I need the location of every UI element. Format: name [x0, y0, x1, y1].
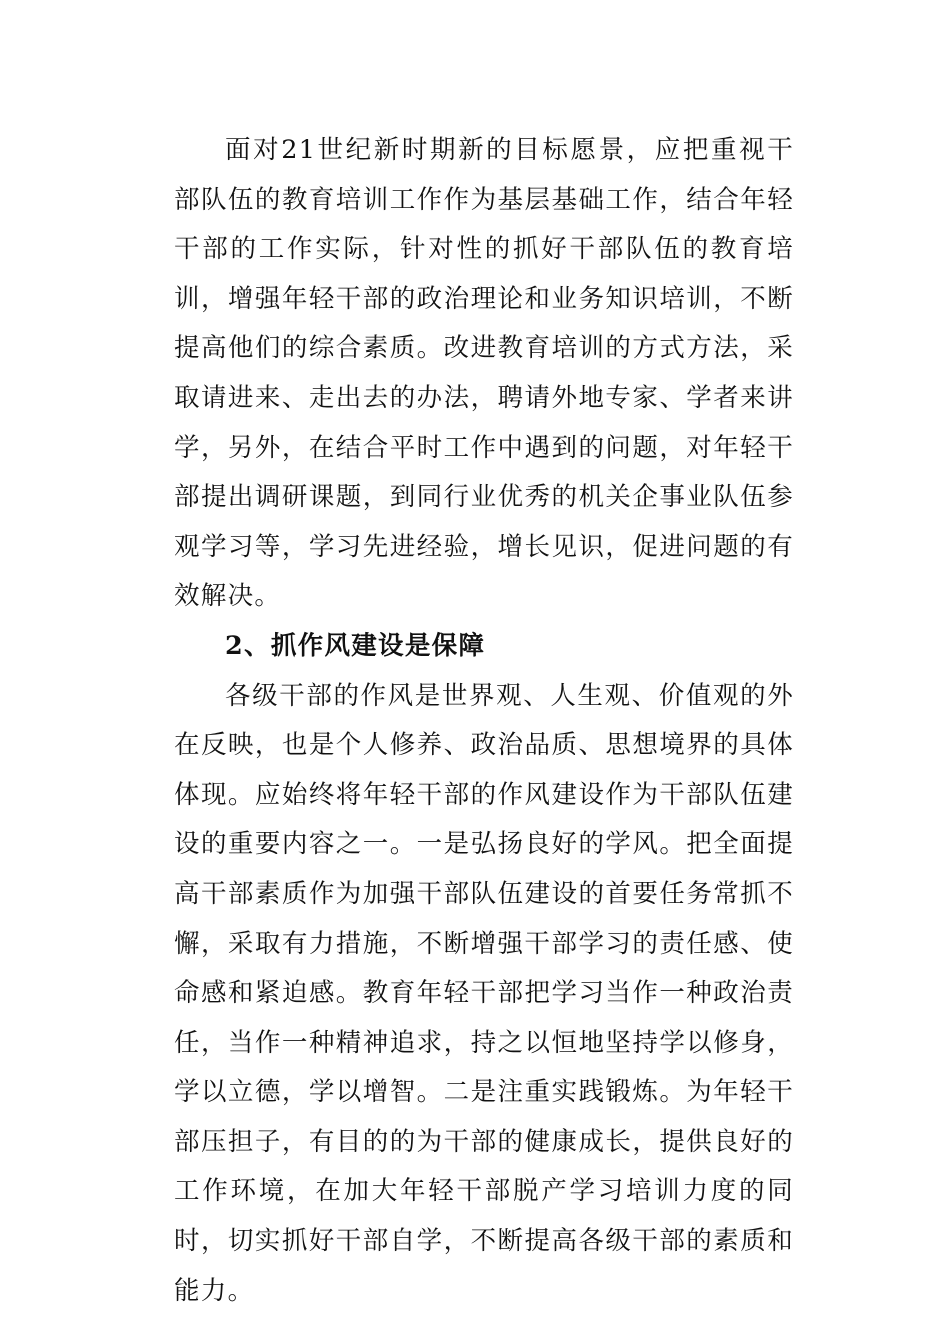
paragraph-training: 面对21世纪新时期新的目标愿景，应把重视干部队伍的教育培训工作作为基层基础工作，结合年轻干部的工作实际，针对性的抓好干部队伍的教育培训，增强年轻干部的政治理论和业务知识培训，不断提高他们的综合素质。改进教育培训的方式方法，采取请进来、走出去的办法，聘请外地专家、学者来讲学，另外，在结合平时工作中遇到的问题，对年轻干部提出调研课题，到同行业优秀的机关企事业队伍参观学习等，学习先进经验，增长见识，促进问题的有效解决。 — [174, 135, 794, 612]
paragraph-work-style: 各级干部的作风是世界观、人生观、价值观的外在反映，也是个人修养、政治品质、思想境界的具体体现。应始终将年轻干部的作风建设作为干部队伍建设的重要内容之一。一是弘扬良好的学风。把全面提高干部素质作为加强干部队伍建设的首要任务常抓不懈，采取有力措施，不断增强干部学习的责任感、使命感和紧迫感。教育年轻干部把学习当作一种政治责任，当作一种精神追求，持之以恒地坚持学以修身，学以立德，学以增智。二是注重实践锻炼。为年轻干部压担子，有目的的为干部的健康成长，提供良好的工作环境，在加大年轻干部脱产学习培训力度的同时，切实抓好干部自学，不断提高各级干部的素质和能力。 — [174, 680, 794, 1306]
document-body — [174, 126, 794, 1316]
section-heading-work-style: 2、抓作风建设是保障 — [225, 630, 486, 661]
